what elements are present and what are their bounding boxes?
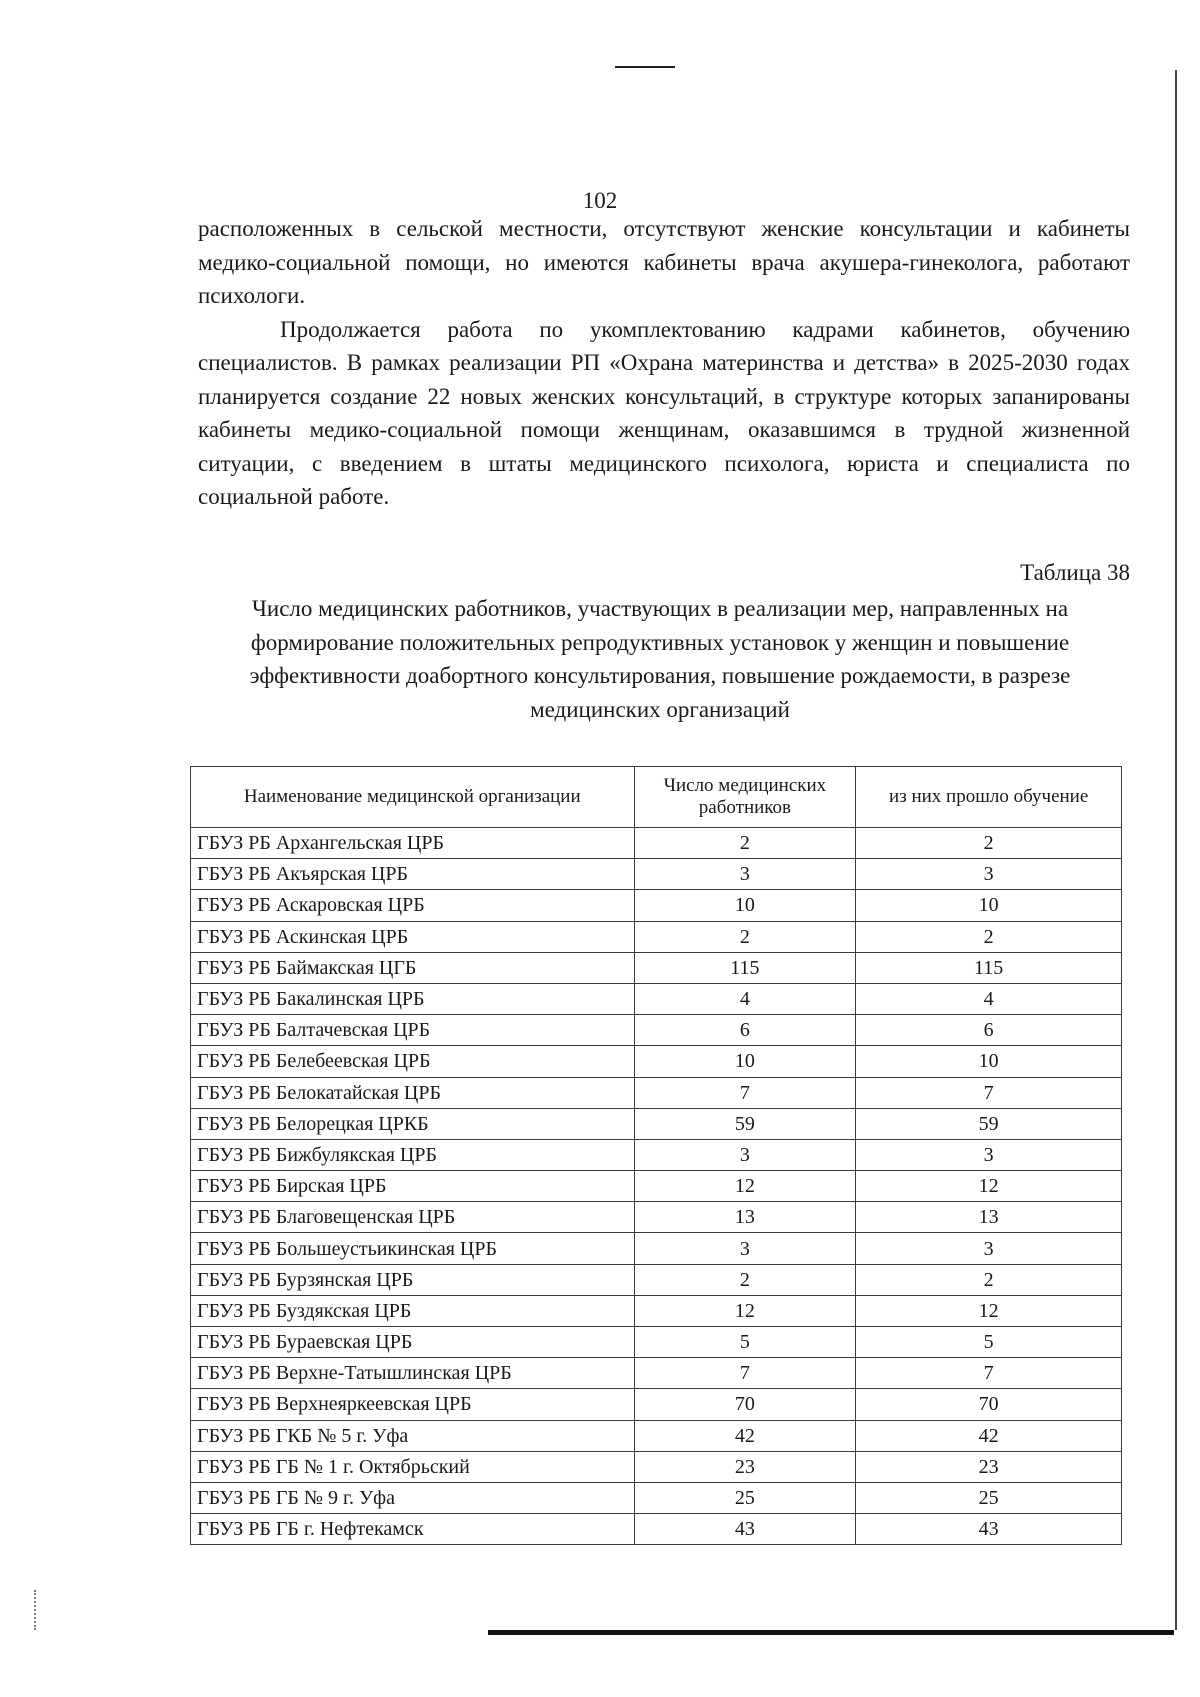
cell-workers: 2 xyxy=(634,1264,856,1295)
table-row xyxy=(191,1171,1122,1202)
cell-workers: 7 xyxy=(634,1077,856,1108)
table-row xyxy=(191,1327,1122,1358)
cell-org: ГБУЗ РБ Буздякская ЦРБ xyxy=(191,1295,635,1326)
cell-trained: 70 xyxy=(856,1389,1122,1420)
cell-org: ГБУЗ РБ Баймакская ЦГБ xyxy=(191,952,635,983)
cell-trained: 3 xyxy=(856,859,1122,890)
cell-workers: 115 xyxy=(634,952,856,983)
cell-trained: 12 xyxy=(856,1171,1122,1202)
cell-workers: 3 xyxy=(634,1139,856,1170)
cell-workers: 3 xyxy=(634,1233,856,1264)
table-row xyxy=(191,1389,1122,1420)
cell-org: ГБУЗ РБ Бирская ЦРБ xyxy=(191,1171,635,1202)
cell-workers: 7 xyxy=(634,1358,856,1389)
cell-trained: 42 xyxy=(856,1420,1122,1451)
cell-workers: 13 xyxy=(634,1202,856,1233)
table-row xyxy=(191,859,1122,890)
table-row xyxy=(191,1139,1122,1170)
scan-edge-bottom xyxy=(488,1630,1174,1635)
header-trained: из них прошло обучение xyxy=(856,767,1122,828)
scan-mark-top xyxy=(615,66,675,68)
paragraph-1: расположенных в сельской местности, отсутствуют женские консультации и кабинеты медико-социальной помощи, но имеются кабинеты врача акушера-гинеколога, работают психологи. xyxy=(198,216,1130,308)
cell-org: ГБУЗ РБ Акъярская ЦРБ xyxy=(191,859,635,890)
cell-org: ГБУЗ РБ ГБ г. Нефтекамск xyxy=(191,1514,635,1545)
table-row xyxy=(191,983,1122,1014)
page-number: 102 xyxy=(582,188,618,213)
table-row xyxy=(191,1514,1122,1545)
cell-org: ГБУЗ РБ Балтачевская ЦРБ xyxy=(191,1015,635,1046)
cell-org: ГБУЗ РБ Бижбулякская ЦРБ xyxy=(191,1139,635,1170)
cell-org: ГБУЗ РБ Большеустьикинская ЦРБ xyxy=(191,1233,635,1264)
cell-org: ГБУЗ РБ Верхне-Татышлинская ЦРБ xyxy=(191,1358,635,1389)
cell-org: ГБУЗ РБ Бурзянская ЦРБ xyxy=(191,1264,635,1295)
cell-org: ГБУЗ РБ Бакалинская ЦРБ xyxy=(191,983,635,1014)
cell-trained: 115 xyxy=(856,952,1122,983)
cell-org: ГБУЗ РБ Белебеевская ЦРБ xyxy=(191,1046,635,1077)
table-row xyxy=(191,1295,1122,1326)
table-row xyxy=(191,1015,1122,1046)
cell-trained: 3 xyxy=(856,1139,1122,1170)
cell-org: ГБУЗ РБ Аскинская ЦРБ xyxy=(191,921,635,952)
paragraph-2: Продолжается работа по укомплектованию кадрами кабинетов, обучению специалистов. В рамках реализации РП «Охрана материнства и детства» в 2025-2030 годах планируется создание 22 новых женских консультаций, в структуре которых запанированы кабинеты медико-социальной помощи женщинам, оказавшимся в трудной жизненной ситуации, с введением в штаты медицинского психолога, юриста и специалиста по социальной работе. xyxy=(198,316,1130,509)
cell-org: ГБУЗ РБ Бураевская ЦРБ xyxy=(191,1327,635,1358)
table-row xyxy=(191,1233,1122,1264)
cell-trained: 13 xyxy=(856,1202,1122,1233)
scan-edge-right xyxy=(1175,70,1177,1630)
cell-workers: 25 xyxy=(634,1482,856,1513)
table-row xyxy=(191,1420,1122,1451)
cell-org: ГБУЗ РБ Верхнеяркеевская ЦРБ xyxy=(191,1389,635,1420)
table-row xyxy=(191,1077,1122,1108)
table-row xyxy=(191,1202,1122,1233)
table-row xyxy=(191,1264,1122,1295)
cell-trained: 5 xyxy=(856,1327,1122,1358)
cell-workers: 10 xyxy=(634,890,856,921)
cell-trained: 7 xyxy=(856,1358,1122,1389)
cell-trained: 10 xyxy=(856,890,1122,921)
data-table xyxy=(190,766,1122,1545)
cell-workers: 23 xyxy=(634,1451,856,1482)
cell-trained: 2 xyxy=(856,1264,1122,1295)
cell-workers: 59 xyxy=(634,1108,856,1139)
cell-trained: 23 xyxy=(856,1451,1122,1482)
cell-org: ГБУЗ РБ Архангельская ЦРБ xyxy=(191,828,635,859)
cell-workers: 6 xyxy=(634,1015,856,1046)
table-title: Число медицинских работников, участвующих в реализации мер, направленных на формирование положительных репродуктивных установок у женщин и повышение эффективности доабортного консультирования, повышение рождаемости, в разрезе медицинских организаций xyxy=(249,596,1071,722)
cell-trained: 7 xyxy=(856,1077,1122,1108)
cell-workers: 3 xyxy=(634,859,856,890)
cell-trained: 25 xyxy=(856,1482,1122,1513)
cell-workers: 2 xyxy=(634,828,856,859)
body-text xyxy=(198,212,1130,514)
cell-workers: 12 xyxy=(634,1295,856,1326)
cell-trained: 59 xyxy=(856,1108,1122,1139)
table-row xyxy=(191,921,1122,952)
table-row xyxy=(191,890,1122,921)
cell-workers: 10 xyxy=(634,1046,856,1077)
table-number: Таблица 38 xyxy=(1020,560,1130,585)
cell-workers: 42 xyxy=(634,1420,856,1451)
cell-workers: 5 xyxy=(634,1327,856,1358)
cell-workers: 2 xyxy=(634,921,856,952)
scan-marks-left xyxy=(34,1590,38,1630)
cell-trained: 10 xyxy=(856,1046,1122,1077)
cell-trained: 3 xyxy=(856,1233,1122,1264)
cell-trained: 2 xyxy=(856,828,1122,859)
cell-workers: 70 xyxy=(634,1389,856,1420)
cell-workers: 43 xyxy=(634,1514,856,1545)
cell-trained: 6 xyxy=(856,1015,1122,1046)
header-workers: Число медицинских работников xyxy=(634,767,856,828)
table-row xyxy=(191,1451,1122,1482)
table-row xyxy=(191,1482,1122,1513)
cell-org: ГБУЗ РБ Благовещенская ЦРБ xyxy=(191,1202,635,1233)
cell-workers: 4 xyxy=(634,983,856,1014)
table-row xyxy=(191,1358,1122,1389)
table-row xyxy=(191,1108,1122,1139)
cell-org: ГБУЗ РБ Белокатайская ЦРБ xyxy=(191,1077,635,1108)
cell-trained: 4 xyxy=(856,983,1122,1014)
table-row xyxy=(191,828,1122,859)
cell-org: ГБУЗ РБ ГБ № 9 г. Уфа xyxy=(191,1482,635,1513)
cell-org: ГБУЗ РБ Белорецкая ЦРКБ xyxy=(191,1108,635,1139)
table-row xyxy=(191,952,1122,983)
table-header-row xyxy=(191,767,1122,828)
cell-org: ГБУЗ РБ ГБ № 1 г. Октябрьский xyxy=(191,1451,635,1482)
cell-trained: 43 xyxy=(856,1514,1122,1545)
header-org: Наименование медицинской организации xyxy=(191,767,635,828)
cell-trained: 12 xyxy=(856,1295,1122,1326)
cell-org: ГБУЗ РБ ГКБ № 5 г. Уфа xyxy=(191,1420,635,1451)
table-row xyxy=(191,1046,1122,1077)
cell-trained: 2 xyxy=(856,921,1122,952)
cell-org: ГБУЗ РБ Аскаровская ЦРБ xyxy=(191,890,635,921)
cell-workers: 12 xyxy=(634,1171,856,1202)
table-body xyxy=(191,828,1122,1545)
